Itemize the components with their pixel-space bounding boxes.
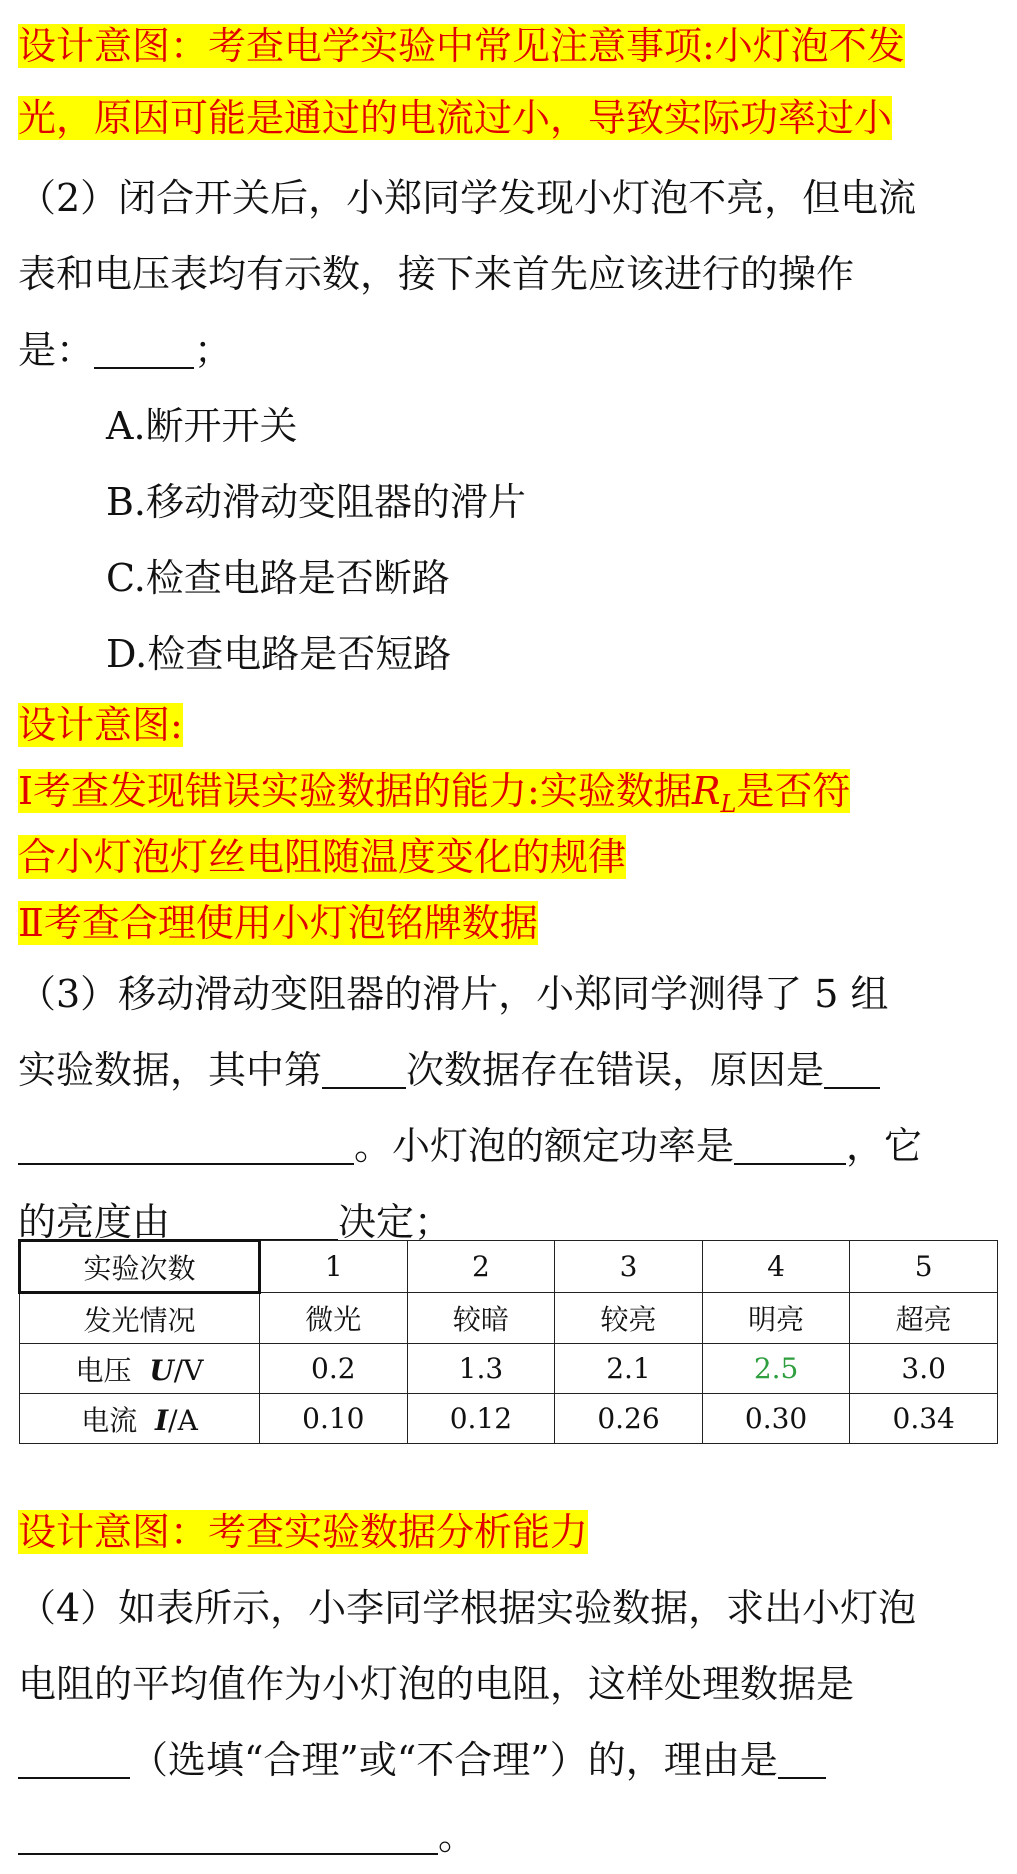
design-intent-2-line2 — [18, 824, 998, 890]
voltage-unit: /V — [173, 1353, 204, 1387]
table-cell-voltage-label — [20, 1344, 260, 1394]
table-row-voltage — [20, 1344, 998, 1394]
question-4-text3: （选填“合理”或“不合理”）的，理由是 — [130, 1738, 778, 1782]
table-cell: 发光情况 — [20, 1293, 260, 1344]
design-intent-2-suffix: 是否符 — [736, 769, 851, 813]
option-b — [18, 464, 998, 540]
voltage-label: 电压 — [75, 1353, 132, 1387]
design-intent-2-title-text: 设计意图: — [18, 703, 183, 747]
table-cell: 实验次数 — [20, 1241, 260, 1293]
question-2-line1 — [18, 160, 998, 236]
answer-blank-q3-power[interactable] — [734, 1127, 846, 1165]
voltage-var: U — [149, 1353, 174, 1387]
design-intent-1-text2: 光，原因可能是通过的电流过小，导致实际功率过小 — [18, 96, 893, 140]
table-cell: 2.1 — [555, 1344, 703, 1394]
table-cell: 明亮 — [702, 1293, 850, 1344]
table-cell: 1.3 — [407, 1344, 555, 1394]
question-4-text2: 电阻的平均值作为小灯泡的电阻，这样处理数据是 — [18, 1662, 855, 1706]
option-d-text: D.检查电路是否短路 — [106, 632, 452, 676]
design-intent-2-title — [18, 692, 998, 758]
lower-section — [18, 1494, 998, 1874]
table-cell: 3.0 — [850, 1344, 998, 1394]
question-3-text4a: 的亮度由 — [18, 1200, 171, 1244]
answer-blank-q3-brightness[interactable] — [170, 1203, 338, 1241]
question-2-line3 — [18, 312, 998, 388]
question-3-line1 — [18, 956, 998, 1032]
design-intent-3 — [18, 1494, 998, 1570]
table-cell: 0.34 — [850, 1394, 998, 1444]
answer-blank-q4-reason-start[interactable] — [778, 1741, 826, 1779]
question-3-line3 — [18, 1108, 998, 1184]
table-cell: 0.26 — [555, 1394, 703, 1444]
question-2-prefix: 是： — [18, 328, 95, 372]
question-3-line2 — [18, 1032, 998, 1108]
current-label: 电流 — [81, 1403, 138, 1437]
table-cell: 3 — [555, 1241, 703, 1293]
table-cell: 0.12 — [407, 1394, 555, 1444]
question-3-text3b: ，它 — [846, 1124, 923, 1168]
question-4-line4 — [18, 1798, 998, 1874]
question-4-line2 — [18, 1646, 998, 1722]
design-intent-2-text3: Ⅱ考查合理使用小灯泡铭牌数据 — [18, 901, 538, 945]
answer-blank-q4-judgement[interactable] — [18, 1741, 130, 1779]
table-cell: 1 — [260, 1241, 408, 1293]
table-row-current — [20, 1394, 998, 1444]
answer-blank-q3-index[interactable] — [322, 1051, 406, 1089]
design-intent-1-line2 — [18, 80, 998, 156]
table-cell: 0.2 — [260, 1344, 408, 1394]
design-intent-2-line1 — [18, 758, 998, 824]
question-3-text2b: 次数据存在错误，原因是 — [406, 1048, 825, 1092]
option-c — [18, 540, 998, 616]
design-intent-1-text: 设计意图：考查电学实验中常见注意事项:小灯泡不发 — [18, 24, 905, 68]
question-3-text4b: 决定； — [338, 1200, 453, 1244]
table-cell: 较亮 — [555, 1293, 703, 1344]
table-cell-current-label — [20, 1394, 260, 1444]
table-cell: 2 — [407, 1241, 555, 1293]
option-a — [18, 388, 998, 464]
table-row-header — [20, 1241, 998, 1293]
document-page — [18, 8, 998, 1260]
table-cell: 微光 — [260, 1293, 408, 1344]
answer-blank-q3-reason-end[interactable] — [18, 1127, 354, 1165]
answer-blank-q3-reason-start[interactable] — [824, 1051, 880, 1089]
option-b-text: B.移动滑动变阻器的滑片 — [106, 480, 527, 524]
option-d — [18, 616, 998, 692]
question-2-text1: （2）闭合开关后，小郑同学发现小灯泡不亮，但电流 — [18, 176, 917, 220]
question-4-text1: （4）如表所示，小李同学根据实验数据，求出小灯泡 — [18, 1586, 917, 1630]
design-intent-2-text2: 合小灯泡灯丝电阻随温度变化的规律 — [18, 835, 627, 879]
experiment-data-table — [18, 1239, 998, 1444]
table-cell: 0.10 — [260, 1394, 408, 1444]
question-3-text3a: 。小灯泡的额定功率是 — [354, 1124, 735, 1168]
option-c-text: C.检查电路是否断路 — [106, 556, 450, 600]
question-2-text2: 表和电压表均有示数，接下来首先应该进行的操作 — [18, 252, 855, 296]
question-3-text2a: 实验数据，其中第 — [18, 1048, 323, 1092]
question-4-line3 — [18, 1722, 998, 1798]
table-row-light — [20, 1293, 998, 1344]
variable-r: R — [691, 769, 721, 813]
variable-rl — [691, 769, 737, 818]
table-cell: 超亮 — [850, 1293, 998, 1344]
option-a-text: A.断开开关 — [106, 404, 298, 448]
question-4-end: 。 — [438, 1814, 477, 1858]
table-cell-highlighted: 2.5 — [702, 1344, 850, 1394]
question-3-text1: （3）移动滑动变阻器的滑片，小郑同学测得了 5 组 — [18, 972, 889, 1016]
design-intent-2-text1 — [18, 769, 851, 818]
design-intent-1-line1 — [18, 8, 998, 84]
answer-blank-q2[interactable] — [94, 331, 194, 369]
current-unit: /A — [168, 1403, 198, 1437]
design-intent-2-line3 — [18, 890, 998, 956]
table-cell: 0.30 — [702, 1394, 850, 1444]
design-intent-3-text: 设计意图：考查实验数据分析能力 — [18, 1510, 589, 1554]
table-cell: 5 — [850, 1241, 998, 1293]
answer-blank-q4-reason-end[interactable] — [18, 1817, 438, 1855]
question-2-line2 — [18, 236, 998, 312]
design-intent-2-prefix: Ⅰ考查发现错误实验数据的能力:实验数据 — [18, 769, 692, 813]
current-var: I — [155, 1403, 169, 1437]
table-cell: 4 — [702, 1241, 850, 1293]
table-cell: 较暗 — [407, 1293, 555, 1344]
variable-subscript-l: L — [720, 790, 737, 818]
question-4-line1 — [18, 1570, 998, 1646]
question-2-suffix: ； — [194, 328, 233, 372]
